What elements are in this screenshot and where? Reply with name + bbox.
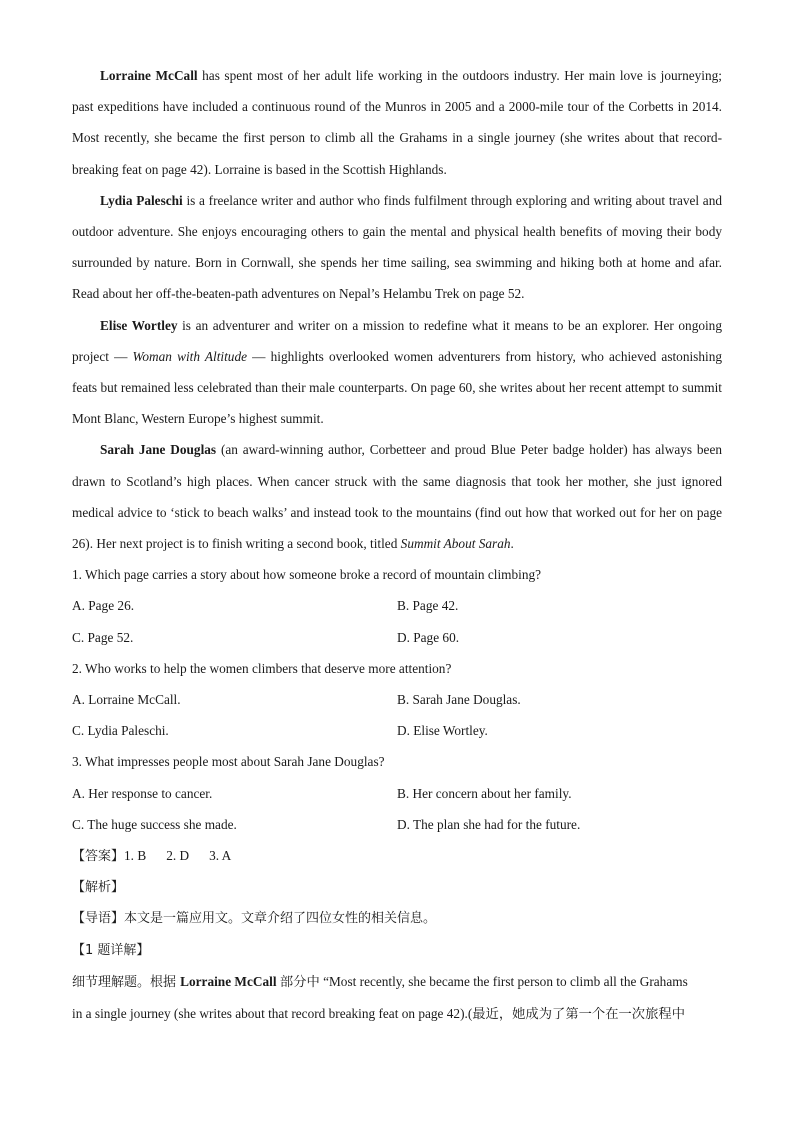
passage-text: . <box>510 536 514 552</box>
detail-name: Lorraine McCall <box>180 973 277 989</box>
document-page <box>72 60 722 1029</box>
answer-label: 【答案】 <box>72 849 125 865</box>
option-a: A. Lorraine McCall. <box>72 692 181 708</box>
detail-text: 部分中 “Most recently, she became the first person to climb all the Grahams <box>276 973 688 989</box>
passage-name: Lorraine McCall <box>100 68 198 83</box>
question-1-stem: 1. Which page carries a story about how someone broke a record of mountain climbing? <box>72 567 542 583</box>
passage-lydia-paleschi <box>72 185 722 310</box>
analysis-label: 【解析】 <box>72 880 125 896</box>
question-2-stem: 2. Who works to help the women climbers that deserve more attention? <box>72 660 452 676</box>
option-c: C. The huge success she made. <box>72 816 237 832</box>
detail-line-2: in a single journey (she writes about that record breaking feat on page 42).(最近，她成为了第一个在一次旅程中 <box>72 1006 685 1022</box>
option-b: B. Her concern about her family. <box>397 785 572 801</box>
option-a: A. Page 26. <box>72 598 135 614</box>
answer-item: 1. B <box>124 848 147 864</box>
passage-text: has spent most of her adult life working in the outdoors industry. Her main love is journeying; past expeditions have included a continuous round of the Munros in 2005 and a 2000-mile tour of the Corbetts in 2014. Most recently, she became the first person to climb all the Grahams in a single journey (she writes about that record-breaking feat on page 42). Lorraine is based in the Scottish Highlands. <box>72 68 722 177</box>
answer-item: 3. A <box>209 848 232 864</box>
question-3-options <box>72 809 722 840</box>
option-b: B. Page 42. <box>397 598 459 614</box>
question-2-options <box>72 715 722 746</box>
answer-item: 2. D <box>166 848 190 864</box>
passage-text: (an award-winning author, Corbetteer and proud Blue Peter badge holder) has always been drawn to Scotland’s high places. When cancer struck with the same diagnosis that took her mother, she just ignored medical advice to ‘stick to beach walks’ and instead took to the mountains (find out how that worked out for her on page 26). Her next project is to finish writing a second book, titled <box>72 442 722 552</box>
passage-name: Sarah Jane Douglas <box>100 442 217 458</box>
passage-name: Elise Wortley <box>100 317 178 333</box>
option-c: C. Page 52. <box>72 629 134 645</box>
answer-line <box>72 840 722 872</box>
option-c: C. Lydia Paleschi. <box>72 723 169 739</box>
passage-italic-title: Woman with Altitude <box>132 348 248 364</box>
passage-name: Lydia Paleschi <box>100 192 183 208</box>
question-1-options <box>72 622 722 653</box>
detail-prefix: 细节理解题。根据 <box>72 974 181 990</box>
question-3-options <box>72 778 722 809</box>
passage-elise-wortley <box>72 310 722 435</box>
passage-text: is a freelance writer and author who finds fulfilment through exploring and writing about travel and outdoor adventure. She enjoys encouraging others to gain the mental and physical health benefits of moving their body surrounded by nature. Born in Cornwall, she spends her time sailing, sea swimming and hiking both at home and afar. Read about her off-the-beaten-path adventures on Nepal’s Helambu Trek on page 52. <box>72 192 722 302</box>
option-d: D. Elise Wortley. <box>397 723 488 739</box>
option-b: B. Sarah Jane Douglas. <box>397 692 521 708</box>
question-1-options <box>72 590 722 621</box>
passage-text: — highlights overlooked women adventurers from history, who achieved astonishing feats but remained less celebrated than their male counterparts. On page 60, she writes about her recent attempt to summit Mont Blanc, Western Europe’s highest summit. <box>72 348 722 427</box>
question-3-stem: 3. What impresses people most about Sarah Jane Douglas? <box>72 754 385 770</box>
analysis-guide: 【导语】本文是一篇应用文。文章介绍了四位女性的相关信息。 <box>72 911 437 927</box>
passage-italic-title: Summit About Sarah <box>400 536 511 552</box>
passage-text: is an adventurer and writer on a mission to redefine what it means to be an explorer. Her ongoing project — <box>72 317 722 364</box>
passage-lorraine-mccall <box>72 60 722 185</box>
detail-line-1 <box>72 966 722 998</box>
detail-label: 【1 题详解】 <box>72 942 150 958</box>
option-a: A. Her response to cancer. <box>72 785 213 801</box>
option-d: D. The plan she had for the future. <box>397 816 581 832</box>
option-d: D. Page 60. <box>397 629 460 645</box>
passage-sarah-jane-douglas <box>72 434 722 559</box>
question-2-options <box>72 684 722 715</box>
